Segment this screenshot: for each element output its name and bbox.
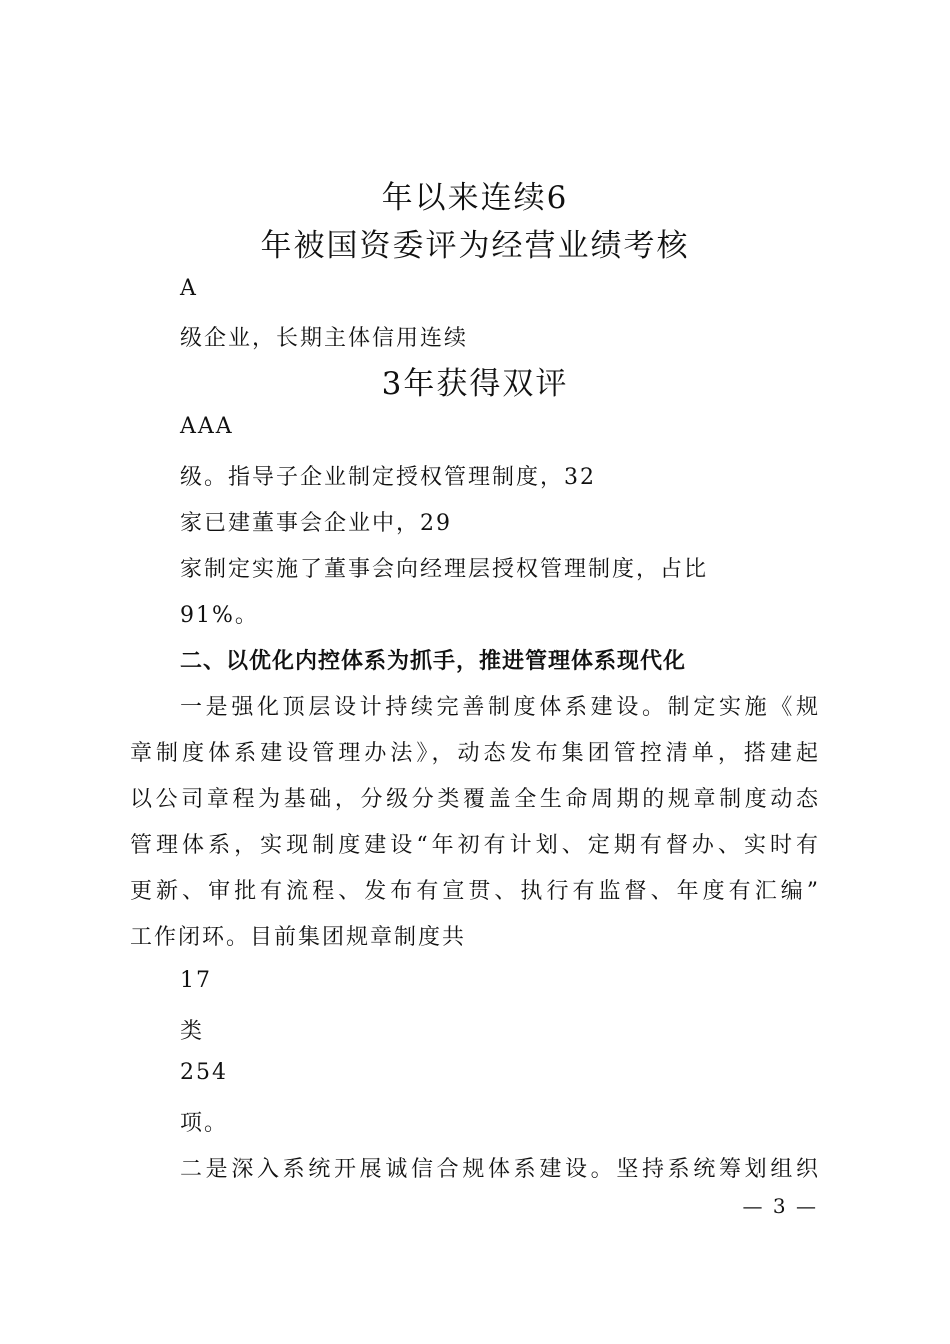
title-line-3: 3年获得双评 bbox=[381, 366, 569, 402]
paragraph-line: 以公司章程为基础，分级分类覆盖全生命周期的规章制度动态 bbox=[130, 787, 820, 812]
text-fragment: 254 bbox=[180, 1060, 228, 1085]
title-line-1: 年以来连续6 bbox=[381, 180, 569, 216]
paragraph-line: 更新、审批有流程、发布有宣贯、执行有监督、年度有汇编” bbox=[130, 879, 820, 904]
text-line: 91%。 bbox=[180, 603, 259, 628]
text-line: 级企业，长期主体信用连续 bbox=[180, 326, 469, 351]
text-line: 级。指导子企业制定授权管理制度，32 bbox=[180, 465, 596, 490]
paragraph-line: 二是深入系统开展诚信合规体系建设。坚持系统筹划组织 bbox=[180, 1157, 820, 1182]
text-fragment: 类 bbox=[180, 1019, 205, 1044]
text-line: 家制定实施了董事会向经理层授权管理制度，占比 bbox=[180, 557, 709, 582]
text-fragment: 17 bbox=[180, 968, 212, 993]
title-line-2: 年被国资委评为经营业绩考核 bbox=[260, 228, 690, 264]
page-number: — 3 — bbox=[742, 1194, 818, 1218]
paragraph-line: 管理体系，实现制度建设“年初有计划、定期有督办、实时有 bbox=[130, 833, 820, 858]
text-line: 家已建董事会企业中，29 bbox=[180, 511, 452, 536]
text-fragment: 项。 bbox=[180, 1111, 229, 1136]
paragraph-line: 章制度体系建设管理办法》，动态发布集团管控清单，搭建起 bbox=[130, 741, 820, 766]
text-fragment-a: A bbox=[180, 276, 198, 301]
section-heading: 二、以优化内控体系为抓手，推进管理体系现代化 bbox=[180, 649, 687, 674]
paragraph-line: 一是强化顶层设计持续完善制度体系建设。制定实施《规 bbox=[180, 695, 820, 720]
paragraph-line: 工作闭环。目前集团规章制度共 bbox=[130, 925, 467, 950]
text-fragment-aaa: AAA bbox=[180, 414, 234, 439]
